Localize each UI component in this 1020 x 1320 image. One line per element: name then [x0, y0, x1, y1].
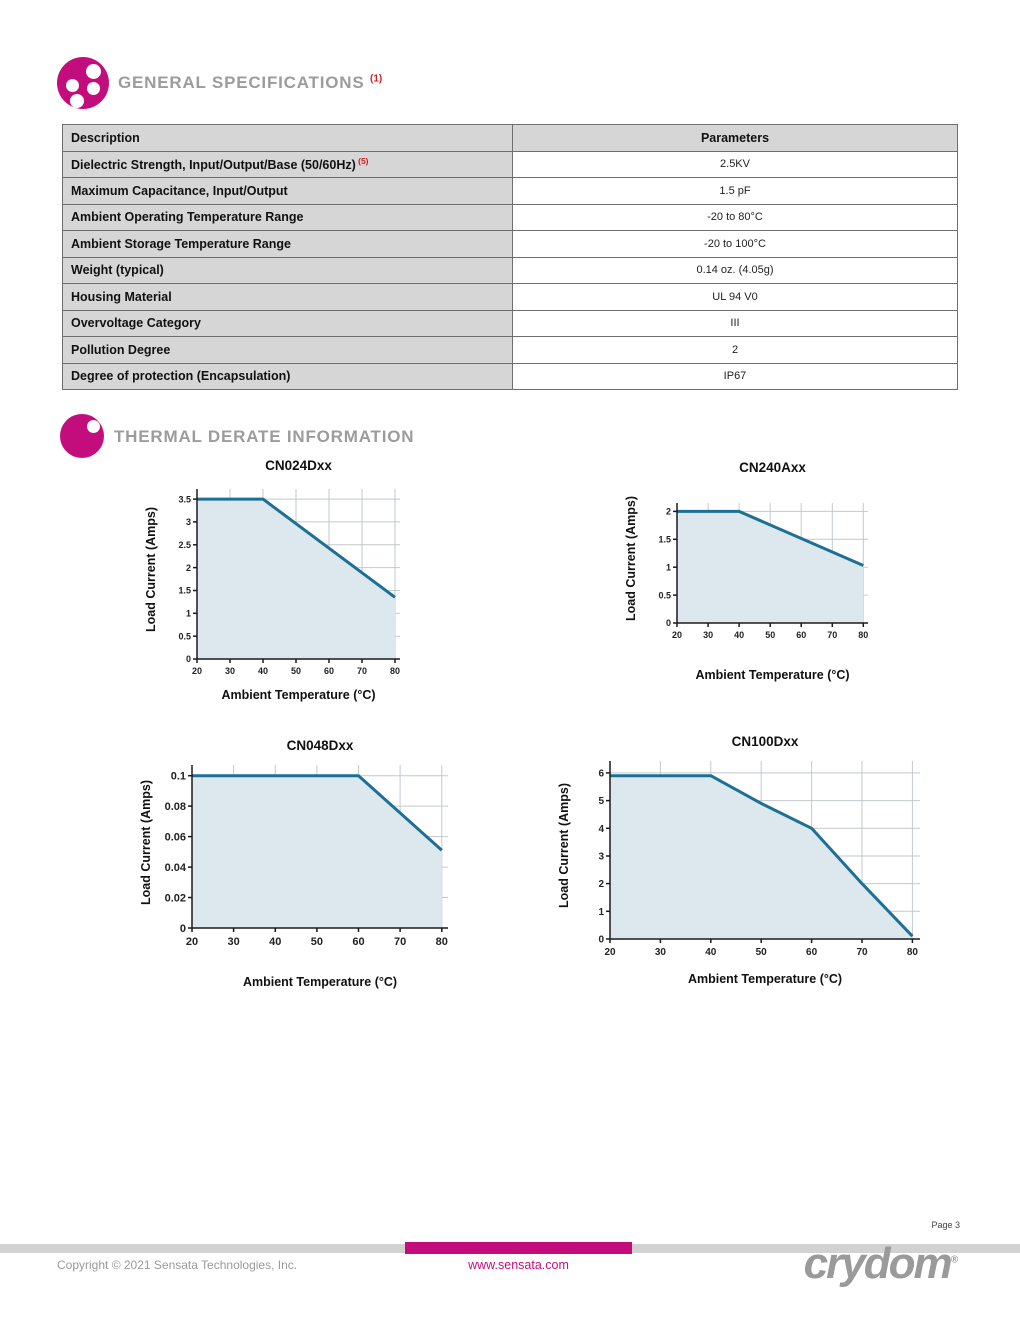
table-row [63, 257, 958, 284]
dot-icon [70, 94, 84, 108]
svg-text:2: 2 [665, 506, 671, 517]
spec-description-cell: Degree of protection (Encapsulation) [63, 363, 513, 390]
spec-parameter-cell: 0.14 oz. (4.05g) [513, 257, 958, 284]
svg-text:3: 3 [185, 517, 191, 528]
svg-text:0.02: 0.02 [164, 892, 186, 905]
svg-text:40: 40 [257, 666, 269, 676]
spec-parameter-cell: UL 94 V0 [513, 284, 958, 311]
derate-curve-svg [161, 481, 414, 677]
spec-parameter-cell: 2.5KV [513, 151, 958, 178]
spec-description-cell: Dielectric Strength, Input/Output/Base (50/60Hz) $^{(5)}$ [63, 151, 513, 178]
svg-text:30: 30 [654, 947, 666, 957]
table-row [63, 284, 958, 311]
svg-text:3: 3 [598, 851, 604, 863]
svg-text:0: 0 [185, 654, 191, 665]
chart-title: CN100Dxx [731, 734, 799, 749]
svg-text:50: 50 [765, 630, 776, 640]
svg-text:40: 40 [734, 630, 745, 640]
section-dot-icon [60, 414, 104, 458]
svg-text:5: 5 [598, 796, 604, 808]
spec-description-cell: Pollution Degree [63, 337, 513, 364]
svg-text:80: 80 [389, 666, 401, 676]
svg-text:60: 60 [323, 666, 335, 676]
svg-text:0.5: 0.5 [178, 631, 191, 642]
svg-text:50: 50 [290, 666, 302, 676]
section-note-superscript: (1) [370, 73, 383, 85]
chart-y-axis-label: Load Current (Amps) [624, 496, 638, 622]
spec-description-cell: Housing Material [63, 284, 513, 311]
chart-x-axis-label: Ambient Temperature (°C) [687, 972, 843, 986]
chart-y-axis-label: Load Current (Amps) [139, 780, 153, 905]
svg-text:70: 70 [856, 947, 868, 957]
dot-icon [87, 82, 100, 95]
chart-cn240axx [621, 460, 882, 682]
svg-text:6: 6 [598, 768, 604, 780]
spec-description-cell: Maximum Capacitance, Input/Output [63, 178, 513, 205]
chart-title: CN240Axx [739, 460, 806, 475]
svg-text:0: 0 [598, 934, 604, 946]
section-title-text: THERMAL DERATE INFORMATION [114, 427, 415, 446]
svg-text:50: 50 [310, 936, 324, 946]
crydom-logo [803, 1239, 958, 1288]
spec-parameter-cell: 1.5 pF [513, 178, 958, 205]
section-title-text: GENERAL SPECIFICATIONS [118, 73, 365, 92]
table-row [63, 204, 958, 231]
svg-text:1.5: 1.5 [658, 534, 671, 545]
svg-text:0.5: 0.5 [658, 590, 671, 601]
svg-text:70: 70 [393, 936, 407, 946]
chart-title: CN024Dxx [265, 458, 332, 473]
svg-text:20: 20 [671, 630, 683, 640]
svg-text:0.04: 0.04 [164, 861, 186, 874]
chart-x-axis-label: Ambient Temperature (°C) [221, 688, 376, 702]
footnote-superscript: (5) [355, 156, 369, 167]
spec-parameter-cell: 2 [513, 337, 958, 364]
spec-parameter-cell: -20 to 80°C [513, 204, 958, 231]
svg-text:2: 2 [185, 562, 191, 573]
general-specifications-title [118, 73, 382, 93]
spec-parameter-cell: IP67 [513, 363, 958, 390]
svg-text:20: 20 [185, 936, 199, 946]
svg-text:40: 40 [269, 936, 282, 946]
svg-text:0.06: 0.06 [164, 831, 186, 844]
chart-cn100dxx [554, 734, 934, 986]
svg-text:0: 0 [179, 922, 186, 935]
svg-text:3.5: 3.5 [178, 494, 191, 505]
svg-text:40: 40 [705, 947, 717, 957]
chart-plot-area [156, 757, 462, 951]
spec-parameter-cell: -20 to 100°C [513, 231, 958, 258]
chart-plot-area [641, 495, 882, 646]
svg-text:4: 4 [598, 823, 604, 835]
table-row [63, 231, 958, 258]
table-row [63, 337, 958, 364]
table-row [63, 151, 958, 178]
derate-curve-svg [641, 495, 882, 641]
table-row [63, 178, 958, 205]
derate-curve-svg [574, 753, 934, 957]
svg-text:30: 30 [703, 630, 714, 640]
section-dots-icon [57, 57, 109, 109]
svg-text:2.5: 2.5 [178, 539, 191, 550]
registered-mark-icon: ® [950, 1254, 958, 1266]
spec-description-cell: Overvoltage Category [63, 310, 513, 337]
dot-icon [86, 64, 101, 79]
column-header-parameters: Parameters [513, 125, 958, 152]
chart-title: CN048Dxx [286, 738, 354, 753]
svg-text:60: 60 [806, 947, 818, 957]
svg-text:70: 70 [356, 666, 368, 676]
table-row [63, 310, 958, 337]
thermal-derate-title [114, 427, 414, 447]
dot-icon [66, 79, 79, 92]
svg-text:0.1: 0.1 [170, 770, 186, 783]
chart-x-axis-label: Ambient Temperature (°C) [242, 975, 398, 989]
website-link[interactable]: www.sensata.com [468, 1258, 569, 1272]
chart-cn048dxx [136, 738, 462, 989]
svg-text:20: 20 [604, 947, 616, 957]
svg-text:1: 1 [185, 608, 191, 619]
spec-description-cell: Ambient Operating Temperature Range [63, 204, 513, 231]
spec-table-body [63, 151, 958, 390]
dot-icon [87, 420, 100, 433]
column-header-description: Description [63, 125, 513, 152]
svg-text:50: 50 [755, 947, 767, 957]
table-row [63, 363, 958, 390]
svg-text:70: 70 [827, 630, 838, 640]
svg-text:80: 80 [858, 630, 869, 640]
chart-cn024dxx [141, 458, 414, 702]
svg-text:80: 80 [435, 936, 448, 946]
spec-description-cell: Ambient Storage Temperature Range [63, 231, 513, 258]
svg-text:20: 20 [191, 666, 203, 676]
spec-description-cell: Weight (typical) [63, 257, 513, 284]
svg-text:2: 2 [598, 879, 604, 891]
chart-y-axis-label: Load Current (Amps) [557, 783, 571, 909]
chart-plot-area [574, 753, 934, 962]
svg-text:1.5: 1.5 [178, 585, 191, 596]
chart-plot-area [161, 481, 414, 682]
svg-text:30: 30 [227, 936, 240, 946]
svg-text:60: 60 [796, 630, 807, 640]
svg-text:1: 1 [665, 562, 671, 573]
table-header-row [63, 125, 958, 152]
svg-text:60: 60 [352, 936, 365, 946]
svg-text:80: 80 [906, 947, 918, 957]
svg-text:1: 1 [598, 906, 604, 918]
derate-curve-svg [156, 757, 462, 946]
crydom-logo-text: crydom [803, 1239, 951, 1288]
copyright-text: Copyright © 2021 Sensata Technologies, Inc. [57, 1258, 298, 1272]
spec-parameter-cell: III [513, 310, 958, 337]
page-number: Page 3 [931, 1220, 960, 1230]
svg-text:30: 30 [224, 666, 236, 676]
svg-text:0: 0 [665, 618, 671, 629]
general-specifications-table [62, 124, 958, 390]
svg-text:0.08: 0.08 [164, 800, 186, 813]
chart-y-axis-label: Load Current (Amps) [144, 507, 158, 633]
footer-accent-bar [405, 1242, 632, 1254]
chart-x-axis-label: Ambient Temperature (°C) [695, 668, 850, 682]
